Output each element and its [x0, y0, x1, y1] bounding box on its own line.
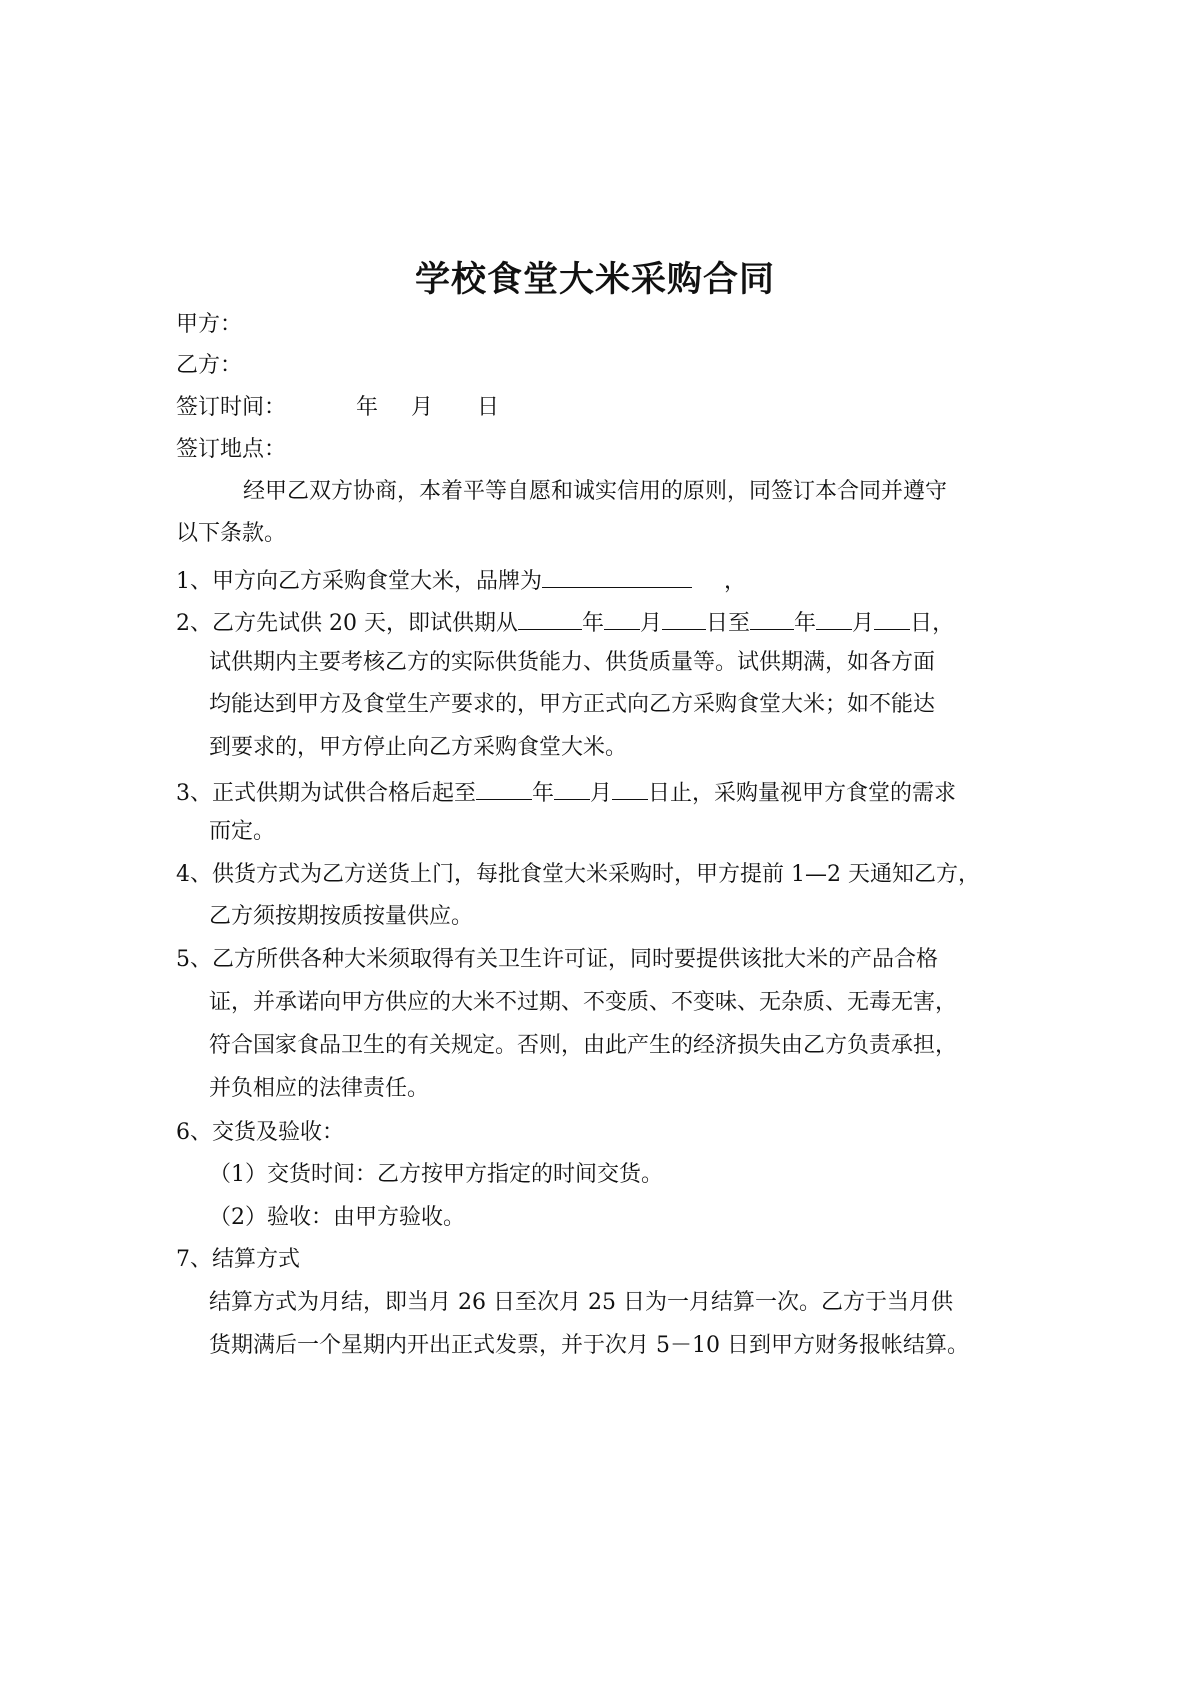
clause-6-item: （1）交货时间：乙方按甲方指定的时间交货。 — [209, 1162, 663, 1187]
clause-2-day-end: 日， — [910, 611, 955, 636]
clause-1-text: 1、甲方向乙方采购食堂大米，品牌为 — [176, 569, 542, 594]
sign-time-day: 日 — [477, 395, 500, 420]
clause-2-year2: 年 — [794, 611, 817, 636]
clause-5-line: 符合国家食品卫生的有关规定。否则，由此产生的经济损失由乙方负责承担， — [209, 1033, 958, 1058]
intro-line: 以下条款。 — [176, 521, 287, 546]
date-blank — [604, 605, 640, 630]
date-blank — [554, 775, 590, 800]
clause-4-line: 乙方须按期按质按量供应。 — [209, 904, 474, 929]
sign-time-month: 月 — [411, 395, 434, 420]
date-blank — [518, 605, 582, 630]
clause-7-heading: 7、结算方式 — [176, 1247, 300, 1272]
clause-5-line: 并负相应的法律责任。 — [209, 1076, 430, 1101]
clause-2-month: 月 — [640, 611, 663, 636]
date-blank — [750, 605, 794, 630]
clause-2-day-to: 日至 — [706, 611, 751, 636]
sign-time-label: 签订时间： — [176, 395, 287, 420]
clause-2-first-line — [176, 605, 954, 639]
clause-3-line: 而定。 — [209, 819, 276, 844]
clause-2-month2: 月 — [852, 611, 875, 636]
clause-7-line: 货期满后一个星期内开出正式发票，并于次月 5－10 日到甲方财务报帐结算。 — [209, 1333, 969, 1358]
clause-3-month: 月 — [590, 781, 613, 806]
clause-6-heading: 6、交货及验收： — [176, 1120, 344, 1145]
clause-2-line: 均能达到甲方及食堂生产要求的，甲方正式向乙方采购食堂大米；如不能达 — [209, 692, 936, 717]
date-blank — [612, 775, 648, 800]
clause-3-year: 年 — [532, 781, 555, 806]
sign-place-label: 签订地点： — [176, 437, 287, 462]
clause-1 — [176, 563, 746, 597]
clause-3-first-line — [176, 775, 956, 809]
clause-1-comma: ， — [724, 569, 747, 594]
sign-time-year: 年 — [356, 395, 379, 420]
clause-2-line: 到要求的，甲方停止向乙方采购食堂大米。 — [209, 735, 628, 760]
clause-2-year: 年 — [581, 611, 604, 636]
clause-2-line: 试供期内主要考核乙方的实际供货能力、供货质量等。试供期满，如各方面 — [209, 650, 936, 675]
clause-7-line: 结算方式为月结，即当月 26 日至次月 25 日为一月结算一次。乙方于当月供 — [209, 1290, 953, 1315]
clause-3-rest: 日止，采购量视甲方食堂的需求 — [648, 781, 957, 806]
party-b-label: 乙方： — [176, 353, 243, 378]
clause-2-start: 2、乙方先试供 20 天，即试供期从 — [176, 611, 518, 636]
document-title: 学校食堂大米采购合同 — [414, 260, 775, 300]
date-blank — [476, 775, 532, 800]
clause-4-line: 4、供货方式为乙方送货上门，每批食堂大米采购时，甲方提前 1—2 天通知乙方， — [176, 862, 980, 887]
clause-5-line: 5、乙方所供各种大米须取得有关卫生许可证，同时要提供该批大米的产品合格 — [176, 947, 938, 972]
intro-line: 经甲乙双方协商，本着平等自愿和诚实信用的原则，同签订本合同并遵守 — [243, 479, 948, 504]
clause-5-line: 证，并承诺向甲方供应的大米不过期、不变质、不变味、无杂质、无毒无害， — [209, 990, 958, 1015]
brand-blank — [542, 563, 692, 588]
clause-3-start: 3、正式供期为试供合格后起至 — [176, 781, 476, 806]
sign-time-row — [176, 393, 499, 423]
date-blank — [662, 605, 706, 630]
clause-6-item: （2）验收：由甲方验收。 — [209, 1205, 465, 1230]
date-blank — [816, 605, 852, 630]
party-a-label: 甲方： — [176, 312, 243, 337]
date-blank — [874, 605, 910, 630]
